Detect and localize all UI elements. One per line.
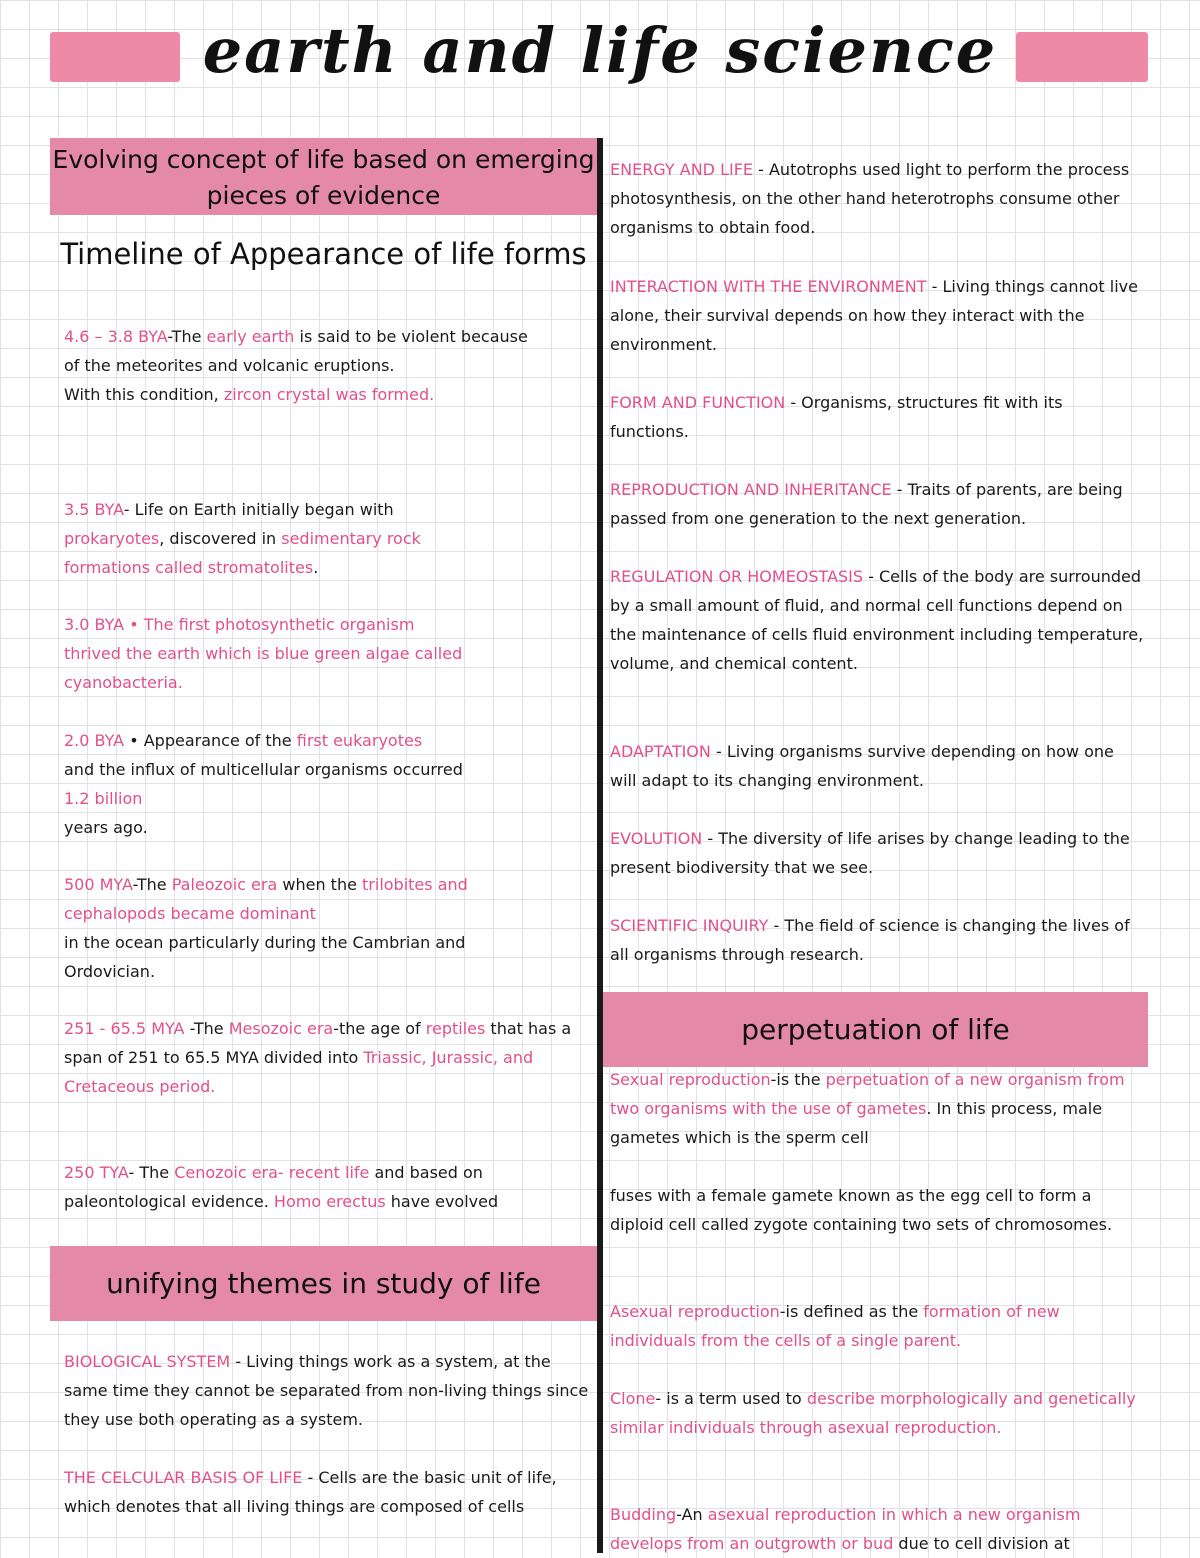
theme-energy-and-life: ENERGY AND LIFE - Autotrophs used light to perform the process photosynthesis, on the other hand heterotrophs consume other organisms to obtain food. (610, 160, 1130, 237)
asexual-reproduction-entry: Asexual reproduction-is defined as the formation of new individuals from the cells of a single parent. (610, 1302, 1060, 1350)
theme-evolution: EVOLUTION - The diversity of life arises by change leading to the present biodiversity that we see. (610, 829, 1130, 877)
theme-scientific-inquiry: SCIENTIFIC INQUIRY - The field of science is changing the lives of all organisms through research. (610, 916, 1130, 964)
page-title: earth and life science (202, 14, 998, 87)
column-divider (597, 138, 603, 1553)
timeline-entry-3-0-bya: 3.0 BYA • The first photosynthetic organism thrived the earth which is blue green algae called cyanobacteria. (64, 615, 463, 692)
title-highlight-right (1016, 32, 1148, 82)
theme-adaptation: ADAPTATION - Living organisms survive depending on how one will adapt to its changing environment. (610, 742, 1114, 790)
title-highlight-left (50, 32, 180, 82)
theme-regulation-homeostasis: REGULATION OR HOMEOSTASIS - Cells of the body are surrounded by a small amount of fluid, and normal cell functions depend on the maintenance of cells fluid environment including temperature, volume, and chemical content. (610, 567, 1144, 673)
timeline-entry-2-0-bya: 2.0 BYA • Appearance of the first eukaryotes and the influx of multicellular organisms occurred 1.2 billion years ago. (64, 731, 463, 837)
timeline-title: Timeline of Appearance of life forms (60, 237, 587, 271)
theme-interaction-environment: INTERACTION WITH THE ENVIRONMENT - Living things cannot live alone, their survival depends on how they interact with the environment. (610, 277, 1138, 354)
clone-entry: Clone- is a term used to describe morphologically and genetically similar individuals through asexual reproduction. (610, 1389, 1136, 1437)
sexual-reproduction-continued: fuses with a female gamete known as the egg cell to form a diploid cell called zygote containing two sets of chromosomes. (610, 1186, 1113, 1234)
timeline-entry-251-mya: 251 - 65.5 MYA -The Mesozoic era-the age of reptiles that has a span of 251 to 65.5 MYA divided into Triassic, Jurassic, and Cretaceous period. (64, 1019, 572, 1096)
budding-entry: Budding-An asexual reproduction in which a new organism develops from an outgrowth or bud due to cell division at (610, 1505, 1081, 1553)
theme-biological-system: BIOLOGICAL SYSTEM - Living things work as a system, at the same time they cannot be separated from non-living things since they use both operating as a system. (64, 1352, 589, 1429)
timeline-entry-3-5-bya: 3.5 BYA- Life on Earth initially began with prokaryotes, discovered in sedimentary rock formations called stromatolites. (64, 500, 421, 577)
section-header-perpetuation: perpetuation of life (603, 992, 1148, 1067)
section-header-unifying-themes: unifying themes in study of life (50, 1246, 597, 1321)
theme-form-and-function: FORM AND FUNCTION - Organisms, structures fit with its functions. (610, 393, 1063, 441)
theme-reproduction-inheritance: REPRODUCTION AND INHERITANCE - Traits of parents, are being passed from one generation to the next generation. (610, 480, 1123, 528)
sexual-reproduction-entry: Sexual reproduction-is the perpetuation of a new organism from two organisms with the use of gametes. In this process, male gametes which is the sperm cell (610, 1070, 1125, 1147)
theme-cellular-basis: THE CELCULAR BASIS OF LIFE - Cells are the basic unit of life, which denotes that all living things are composed of cells (64, 1468, 557, 1516)
timeline-entry-4-6-bya: 4.6 – 3.8 BYA-The early earth is said to be violent because of the meteorites and volcanic eruptions. With this condition, zircon crystal was formed. (64, 327, 528, 404)
timeline-entry-250-tya: 250 TYA- The Cenozoic era- recent life and based on paleontological evidence. Homo erectus have evolved (64, 1163, 499, 1211)
timeline-entry-500-mya: 500 MYA-The Paleozoic era when the trilobites and cephalopods became dominant in the ocean particularly during the Cambrian and Ordovician. (64, 875, 468, 981)
section-header-evolving-concept: Evolving concept of life based on emerging pieces of evidence (50, 138, 597, 215)
